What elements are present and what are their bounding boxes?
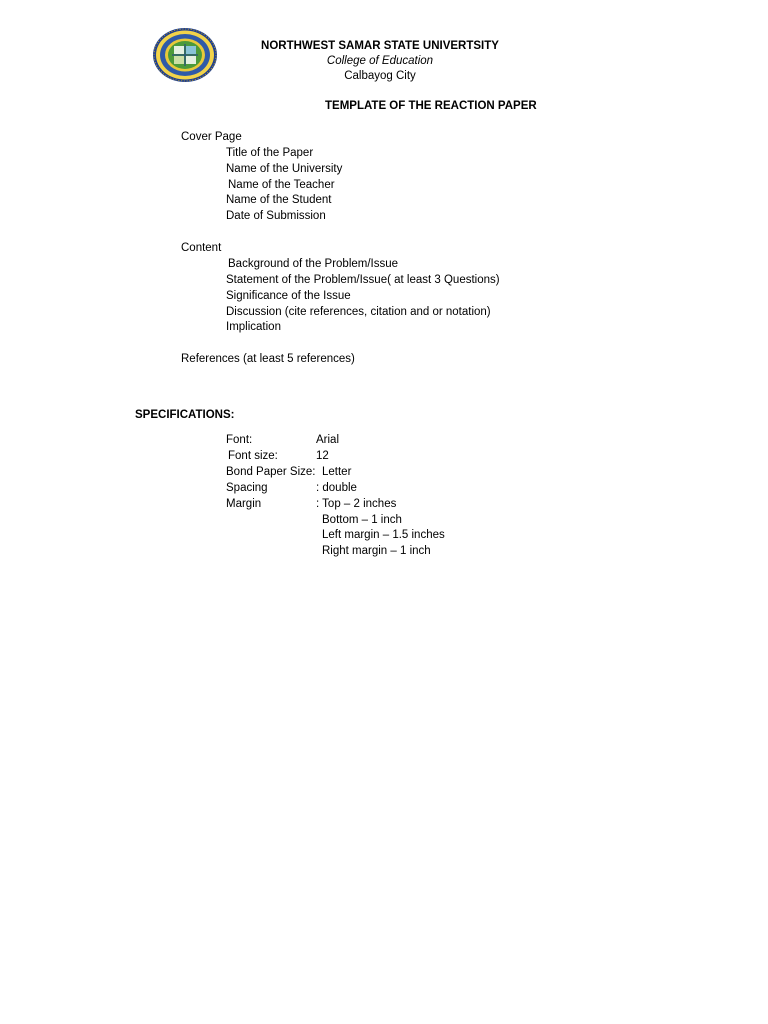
spec-paper-value: Letter <box>322 466 352 478</box>
specifications-heading: SPECIFICATIONS: <box>135 409 235 421</box>
document-title: TEMPLATE OF THE REACTION PAPER <box>325 100 537 112</box>
city-name: Calbayog City <box>344 70 416 82</box>
spec-margin-right: Right margin – 1 inch <box>322 545 431 557</box>
cover-page-heading: Cover Page <box>181 131 242 143</box>
references-line: References (at least 5 references) <box>181 353 355 365</box>
spec-margin-label: Margin <box>226 498 262 510</box>
university-name: NORTHWEST SAMAR STATE UNIVERTSITY <box>261 40 499 52</box>
content-heading: Content <box>181 242 222 254</box>
spec-font-size-label: Font size: <box>228 450 278 462</box>
content-item: Statement of the Problem/Issue( at least 3 Questions) <box>226 274 500 286</box>
spec-font-size-value: 12 <box>316 450 329 462</box>
university-seal-icon <box>152 27 218 83</box>
cover-page-item: Date of Submission <box>226 210 326 222</box>
spec-font-value: Arial <box>316 434 340 446</box>
content-item: Discussion (cite references, citation and or notation) <box>226 306 491 318</box>
college-name: College of Education <box>326 55 434 67</box>
spec-font-label: Font: <box>226 434 253 446</box>
spec-paper-label: Bond Paper Size: <box>226 466 316 478</box>
spec-margin-left: Left margin – 1.5 inches <box>322 529 445 541</box>
cover-page-item: Name of the Teacher <box>228 179 335 191</box>
spec-margin-bottom: Bottom – 1 inch <box>322 514 402 526</box>
cover-page-item: Title of the Paper <box>226 147 314 159</box>
spec-margin-top: : Top – 2 inches <box>316 498 397 510</box>
cover-page-item: Name of the University <box>226 163 343 175</box>
content-item: Background of the Problem/Issue <box>228 258 399 270</box>
content-item: Significance of the Issue <box>226 290 351 302</box>
spec-spacing-label: Spacing <box>226 482 268 494</box>
content-item: Implication <box>226 321 281 333</box>
spec-spacing-value: : double <box>316 482 357 494</box>
cover-page-item: Name of the Student <box>226 194 332 206</box>
